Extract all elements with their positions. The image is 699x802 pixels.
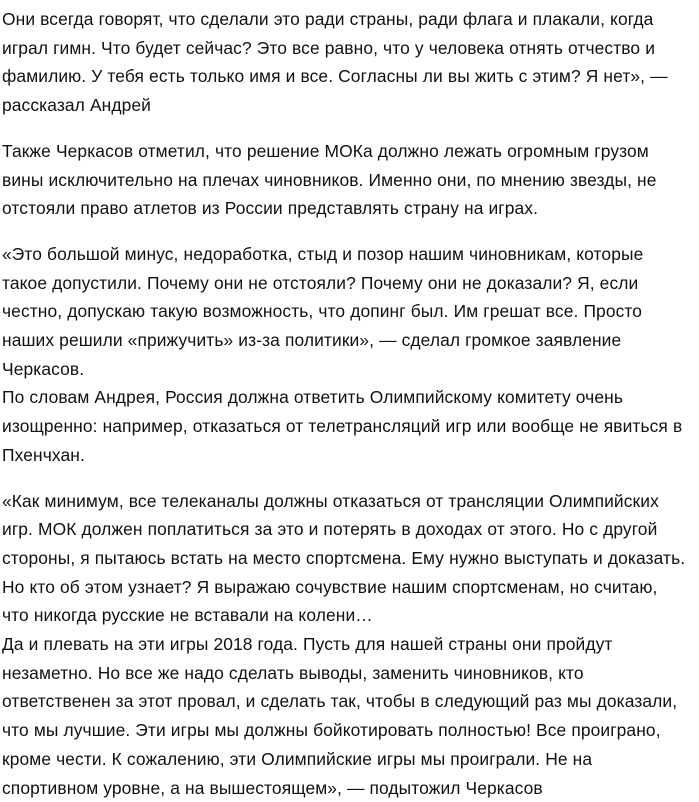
paragraph-line: Они всегда говорят, что сделали это ради страны, ради флага и плакали, когда играл гимн. Что будет сейчас? Это все равно, что у человека отнять отчество и фамилию. У тебя есть только имя и все. Согласны ли вы жить с этим? Я нет», — рассказал Андрей bbox=[2, 9, 668, 116]
paragraph-line: Да и плевать на эти игры 2018 года. Пусть для нашей страны они пройдут незаметно. Но все же надо сделать выводы, заменить чиновников, кто ответственен за этот провал, и сделать так, чтобы в следующий раз мы доказали, что мы лучшие. Эти игры мы должны бойкотировать полностью! Все проиграно, кроме чести. К сожалению, эти Олимпийские игры мы проиграли. Не на спортивном уровне, а на вышестоящем», — подытожил Черкасов bbox=[2, 634, 678, 798]
paragraph-cherkasov-ioc-blame bbox=[2, 137, 687, 223]
article-body bbox=[0, 5, 699, 802]
paragraph-line: Также Черкасов отметил, что решение МОКа должно лежать огромным грузом вины исключительно на плечах чиновников. Именно они, по мнению звезды, не отстояли право атлетов из России представлять страну на играх. bbox=[2, 140, 657, 219]
paragraph-line: По словам Андрея, Россия должна ответить Олимпийскому комитету очень изощренно: например, отказаться от телетрансляций игр или вообще не явиться в Пхенчхан. bbox=[2, 387, 683, 465]
paragraph-quote-boycott bbox=[2, 487, 687, 802]
paragraph-line: «Как минимум, все телеканалы должны отказаться от трансляции Олимпийских игр. МОК должен поплатиться за это и потерять в доходах от этого. Но с другой стороны, я пытаюсь встать на место спортсмена. Ему нужно выступать и доказать. Но кто об этом узнает? Я выражаю сочувствие нашим спортсменам, но считаю, что никогда русские не вставали на колени… bbox=[2, 490, 686, 626]
paragraph-quote-big-minus bbox=[2, 240, 687, 470]
paragraph-line: «Это большой минус, недоработка, стыд и позор нашим чиновникам, которые такое допустили. Почему они не отстояли? Почему они не доказали? Я, если честно, допускаю такую возможность, что допинг был. Им грешат все. Просто наших решили «прижучить» из-за политики», — сделал громкое заявление Черкасов. bbox=[2, 243, 644, 379]
paragraph-quote-andrey-anthem bbox=[2, 5, 687, 120]
